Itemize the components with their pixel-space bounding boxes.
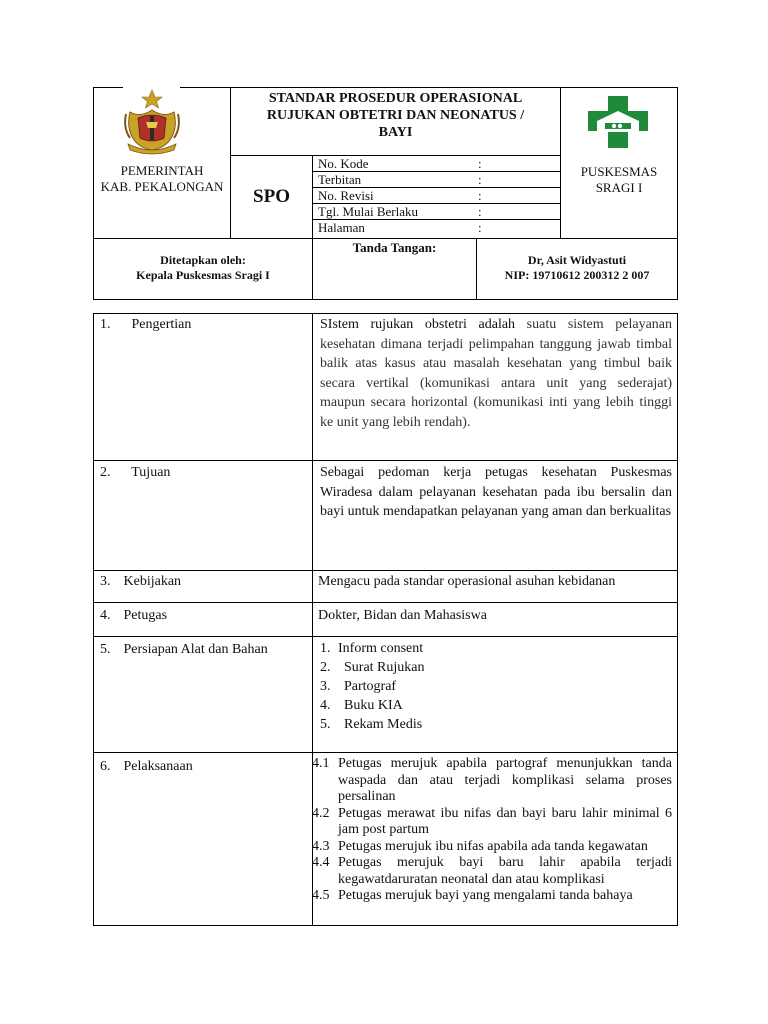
divider bbox=[560, 87, 561, 238]
signature-label: Tanda Tangan: bbox=[352, 240, 437, 255]
list-item bbox=[320, 715, 670, 734]
meta-label: No. Kode bbox=[318, 156, 369, 171]
row-label: Tujuan bbox=[131, 465, 171, 480]
persiapan-list bbox=[320, 639, 670, 734]
list-item bbox=[312, 888, 672, 905]
meta-label: Terbitan bbox=[318, 172, 362, 187]
divider bbox=[93, 602, 678, 603]
row-number: 5. bbox=[100, 642, 111, 657]
row-pengertian-content bbox=[320, 315, 672, 432]
list-item-number: 1. bbox=[320, 641, 331, 656]
row-label: Persiapan Alat dan Bahan bbox=[123, 642, 268, 657]
row-kebijakan-label bbox=[100, 572, 310, 591]
row-petugas-content: Dokter, Bidan dan Mahasiswa bbox=[318, 608, 487, 623]
approval-left-line1: Ditetapkan oleh: bbox=[160, 253, 246, 267]
meta-colon: : bbox=[478, 188, 482, 203]
list-item-number: 4.3 bbox=[312, 838, 330, 854]
row-number: 4. bbox=[100, 608, 111, 623]
list-item bbox=[320, 639, 670, 658]
kabupaten-emblem-icon bbox=[124, 88, 180, 156]
divider bbox=[93, 570, 678, 571]
title-line2: RUJUKAN OBTETRI DAN NEONATUS / bbox=[266, 108, 525, 123]
row-tujuan-label bbox=[100, 463, 310, 482]
list-item bbox=[320, 696, 670, 715]
approval-right bbox=[477, 253, 677, 283]
list-item-text: Petugas merujuk bayi baru lahir apabila terjadi kegawatdaruratan neonatal dan atau komplikasi bbox=[338, 855, 672, 887]
meta-row-no-revisi bbox=[318, 188, 558, 204]
list-item-number: 2. bbox=[320, 660, 331, 675]
meta-colon: : bbox=[478, 204, 482, 219]
row-number: 1. bbox=[100, 317, 111, 332]
list-item bbox=[320, 658, 670, 677]
list-item bbox=[312, 839, 672, 856]
meta-label: Tgl. Mulai Berlaku bbox=[318, 204, 419, 219]
row-tujuan-content: Sebagai pedoman kerja petugas kesehatan Puskesmas Wiradesa dalam pelayanan kesehatan pada ibu bersalin dan bayi untuk mendapatkan pelayanan yang aman dan berkualitas bbox=[320, 465, 672, 519]
row-label: Petugas bbox=[123, 608, 168, 623]
list-item-number: 3. bbox=[320, 679, 331, 694]
meta-row-no-kode bbox=[318, 156, 558, 172]
row-petugas-label bbox=[100, 606, 310, 625]
pengertian-bold-lead: SIstem rujukan obstetri adalah bbox=[320, 317, 516, 332]
row-number: 6. bbox=[100, 759, 111, 774]
right-org-name bbox=[561, 164, 677, 196]
approval-right-nip: NIP: 19710612 200312 2 007 bbox=[504, 268, 650, 282]
right-org-line2: SRAGI I bbox=[595, 180, 643, 195]
list-item-text: Petugas merujuk ibu nifas apabila ada tanda kegawatan bbox=[338, 838, 648, 854]
row-kebijakan-content: Mengacu pada standar operasional asuhan kebidanan bbox=[318, 574, 616, 589]
right-org-line1: PUSKESMAS bbox=[580, 164, 658, 179]
row-label: Pelaksanaan bbox=[123, 759, 193, 774]
divider bbox=[93, 238, 678, 239]
meta-row-halaman bbox=[318, 220, 558, 236]
list-item-number: 5. bbox=[320, 717, 331, 732]
divider bbox=[93, 460, 678, 461]
row-persiapan-label bbox=[100, 640, 310, 659]
puskesmas-logo-icon bbox=[583, 94, 653, 150]
list-item-text: Buku KIA bbox=[344, 698, 403, 713]
list-item-text: Inform consent bbox=[338, 641, 424, 656]
list-item bbox=[312, 806, 672, 839]
list-item-number: 4.1 bbox=[312, 756, 330, 771]
approval-left-line2: Kepala Puskesmas Sragi I bbox=[136, 268, 270, 282]
row-label: Kebijakan bbox=[123, 574, 182, 589]
row-number: 3. bbox=[100, 574, 111, 589]
left-org-line2: KAB. PEKALONGAN bbox=[100, 179, 224, 194]
meta-label: Halaman bbox=[318, 220, 365, 235]
list-item bbox=[312, 855, 672, 888]
list-item-text: Partograf bbox=[344, 679, 397, 694]
pengertian-text: suatu sistem pelayanan kesehatan dimana terjadi pelimpahan tanggung jawab timbal balik atas kasus atau masalah kesehatan yang timbul baik secara vertikal (komunikasi antara unit yang sederajat) maupun secara horizontal (komunikasi inti yang lebih tinggi ke unit yang lebih rendah). bbox=[320, 317, 672, 430]
left-org-line1: PEMERINTAH bbox=[120, 163, 204, 178]
list-item-number: 4. bbox=[320, 698, 331, 713]
list-item bbox=[312, 756, 672, 806]
title-line1: STANDAR PROSEDUR OPERASIONAL bbox=[268, 91, 523, 106]
list-item-number: 4.5 bbox=[312, 888, 330, 903]
pelaksanaan-list bbox=[312, 756, 672, 905]
row-label: Pengertian bbox=[131, 317, 192, 332]
header-top-border bbox=[180, 87, 678, 88]
divider bbox=[93, 752, 678, 753]
list-item-number: 4.4 bbox=[312, 855, 330, 870]
divider bbox=[312, 155, 313, 300]
meta-row-terbitan bbox=[318, 172, 558, 188]
meta-colon: : bbox=[478, 172, 482, 187]
list-item bbox=[320, 677, 670, 696]
divider bbox=[93, 636, 678, 637]
list-item-text: Petugas merujuk apabila partograf menunjukkan tanda waspada dan atau terjadi komplikasi selama proses persalinan bbox=[338, 756, 672, 804]
list-item-text: Surat Rujukan bbox=[344, 660, 425, 675]
row-pelaksanaan-label bbox=[100, 757, 310, 776]
list-item-text: Rekam Medis bbox=[344, 717, 423, 732]
list-item-text: Petugas merawat ibu nifas dan bayi baru lahir minimal 6 jam post partum bbox=[338, 805, 672, 837]
meta-row-tgl-mulai-berlaku bbox=[318, 204, 558, 220]
row-pengertian-label bbox=[100, 315, 310, 334]
meta-label: No. Revisi bbox=[318, 188, 374, 203]
row-number: 2. bbox=[100, 465, 111, 480]
left-org-name bbox=[94, 163, 230, 195]
document-title bbox=[231, 90, 560, 141]
approval-left bbox=[94, 253, 312, 283]
meta-colon: : bbox=[478, 156, 482, 171]
spo-label: SPO bbox=[253, 186, 290, 207]
header-top-border bbox=[93, 87, 123, 88]
title-line3: BAYI bbox=[378, 125, 413, 140]
list-item-text: Petugas merujuk bayi yang mengalami tanda bahaya bbox=[338, 888, 633, 903]
meta-colon: : bbox=[478, 220, 482, 235]
approval-right-name: Dr, Asit Widyastuti bbox=[527, 253, 627, 267]
list-item-number: 4.2 bbox=[312, 805, 330, 821]
